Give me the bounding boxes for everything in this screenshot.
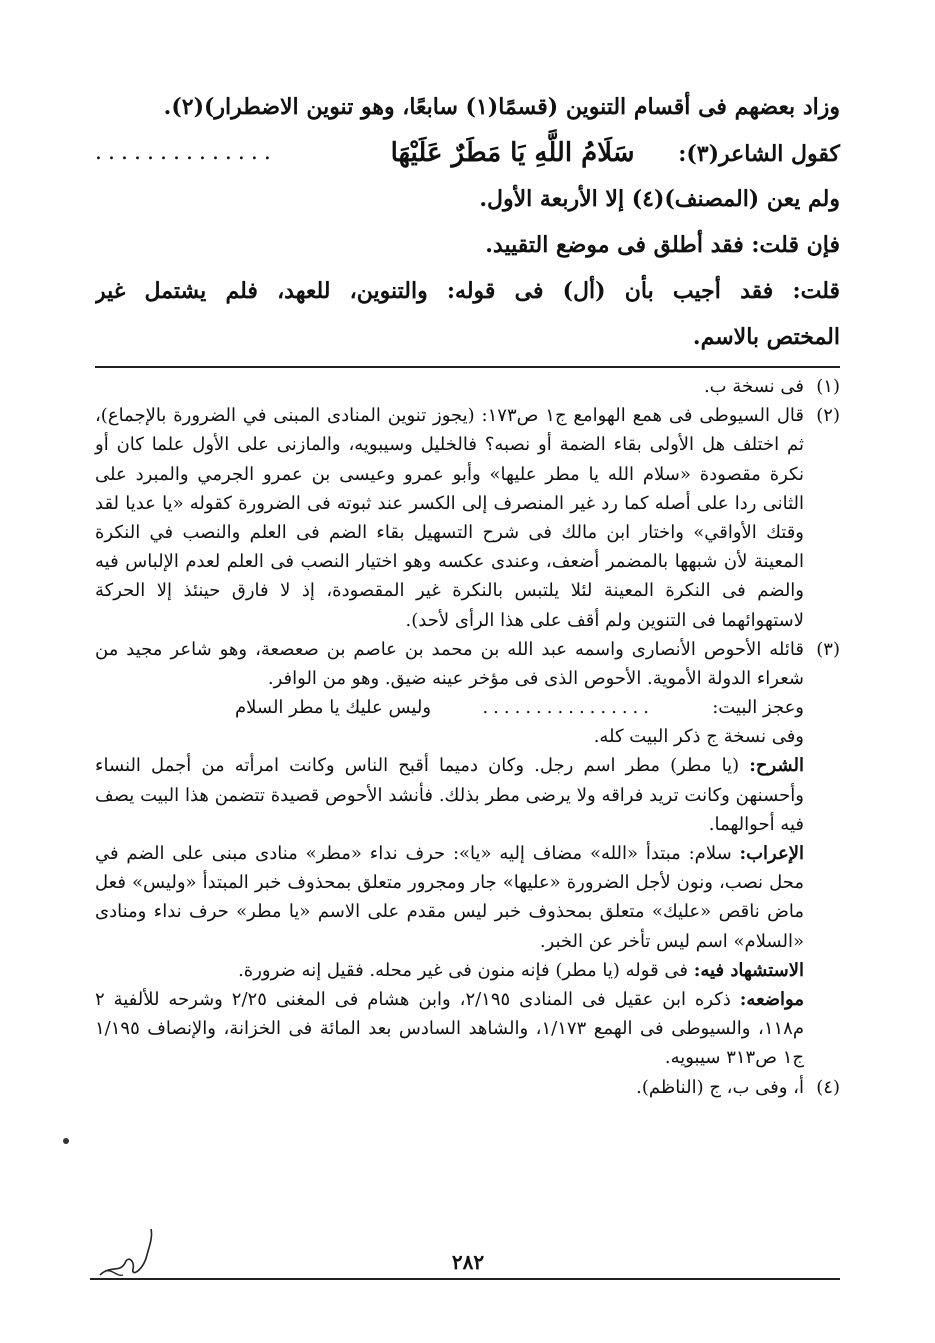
signature-icon	[95, 1225, 155, 1285]
footnotes	[95, 372, 840, 1102]
istishhad-section	[95, 956, 804, 985]
istishhad-label: الاستشهاد فيه:	[693, 959, 804, 981]
footer-rule	[90, 1278, 840, 1280]
text-line-5: قلت: فقد أجيب بأن (أل) فى قوله: والتنوين، للعهد، فلم يشتمل غير	[95, 278, 840, 304]
mawadi-text: ذكره ابن عقيل فى المنادى ٢/١٩٥، وابن هشام فى المغنى ٢/٢٥ وشرحه للألفية ٢ م١١٨، والسيوطى فى الهمع ١/١٧٣، والشاهد السادس بعد المائة فى الخزانة، والإنصاف ١/١٩٥ ج١ ص٣١٣ سيبويه.	[95, 989, 804, 1069]
irab-label: الإعراب:	[739, 843, 804, 865]
sharh-section	[95, 751, 804, 839]
text-line-4: فإن قلت: فقد أطلق فى موضع التقييد.	[485, 232, 840, 258]
footnote-number: (٤)	[816, 1076, 840, 1098]
text-line-6: المختص بالاسم.	[692, 324, 840, 350]
manuscript-note: وفى نسخة ج ذكر البيت كله.	[593, 726, 804, 748]
verse-label: وعجز البيت:	[712, 697, 804, 719]
sharh-label: الشرح:	[749, 755, 804, 777]
poem-verse: سَلَامُ اللَّهِ يَا مَطَرٌ عَلَيْهَا	[390, 138, 635, 168]
istishhad-text: فى قوله (يا مطر) فإنه منون فى غير محله. فقيل إنه ضرورة.	[238, 959, 689, 981]
footnote-4	[95, 1073, 840, 1102]
irab-text: سلام: مبتدأ «الله» مضاف إليه «يا»: حرف نداء «مطر» منادى مبنى على الضم في محل نصب، ونون لأجل الضرورة «عليها» جار ومجرور متعلق بمحذوف خبر المبتدأ «وليس» فعل ماض ناقص «عليك» متعلق بمحذوف خبر ليس مقدم على الاسم «يا مطر» حرف نداء ومنادى «السلام» اسم ليس تأخر عن الخبر.	[95, 843, 804, 952]
footnote-separator	[95, 366, 840, 368]
footnote-number: (٢)	[816, 405, 840, 427]
footnote-2	[95, 401, 840, 635]
footnote-number: (٣)	[816, 638, 840, 660]
poem-dots: ..............	[95, 140, 277, 165]
footnote-text: أ، وفى ب، ج (الناظم).	[636, 1076, 804, 1098]
footnote-text: فى نسخة ب.	[703, 376, 804, 397]
mawadi-label: مواضعه:	[739, 989, 804, 1011]
poem-line	[95, 130, 840, 176]
margin-dot	[63, 1138, 69, 1144]
verse-second-half-line	[95, 693, 804, 722]
footnote-1	[95, 372, 840, 401]
text-line-1: وزاد بعضهم فى أقسام التنوين (قسمًا(١) سابعًا، وهو تنوين الاضطرار)(٢).	[163, 94, 840, 120]
page-number: ٢٨٢	[451, 1250, 485, 1274]
footnote-3	[95, 635, 840, 752]
footnote-number: (١)	[816, 376, 840, 397]
sharh-text: (يا مطر) مطر اسم رجل. وكان دميما أقبح الناس وكانت امرأته من أجمل النساء وأحسنهن وكانت تريد فراقه ولا يرضى مطر بذلك. فأنشد الأحوص قصيدة تتضمن هذا البيت يصف فيه أحوالهما.	[95, 755, 804, 835]
text-line-3: ولم يعن (المصنف)(٤) إلا الأربعة الأول.	[479, 186, 840, 212]
poem-intro: كقول الشاعر(٣):	[678, 141, 840, 167]
verse-second-half: وليس عليك يا مطر السلام	[235, 697, 432, 719]
irab-section	[95, 839, 804, 956]
footnote-text: قائله الأحوص الأنصارى واسمه عبد الله بن محمد بن عاصم بن صعصعة، وهو شاعر مجيد من شعراء الدولة الأموية. الأحوص الذى فى مؤخر عينه ضيق. وهو من الوافر.	[95, 638, 804, 690]
main-text	[95, 84, 840, 360]
footnote-text: قال السيوطى فى همع الهوامع ج١ ص١٧٣: (يجوز تنوين المنادى المبنى في الضرورة بالإجماع)، ثم اختلف هل الأولى بقاء الضمة أو نصبه؟ فالخليل وسيبويه، والمازنى على الأول علما كان أو نكرة مقصودة «سلام الله يا مطر عليها» وأبو عمرو وعيسى بن عمرو الجرمي والمبرد على الثانى ردا على أصله كما رد غير المنصرف إلى الكسر عند ثبوته فى الضرورة كقوله «يا عديا لقد وقتك الأواقي» واختار ابن مالك فى شرح التسهيل بقاء الضم فى العلم والنصب في النكرة المعينة لأن شبهها بالمضمر أضعف، وعندى عكسه وهو اختيار النصب فى العلم لعدم الإلباس فيه والضم فى النكرة المعينة لئلا يلتبس بالنكرة غير المقصودة، إذ لا فارق حينئذ إلا الحركة لاستهوائهما فى التنوين ولم أقف على هذا الرأى لأحد).	[95, 405, 805, 631]
mawadi-section	[95, 985, 804, 1073]
verse-dots: ................	[482, 697, 654, 719]
